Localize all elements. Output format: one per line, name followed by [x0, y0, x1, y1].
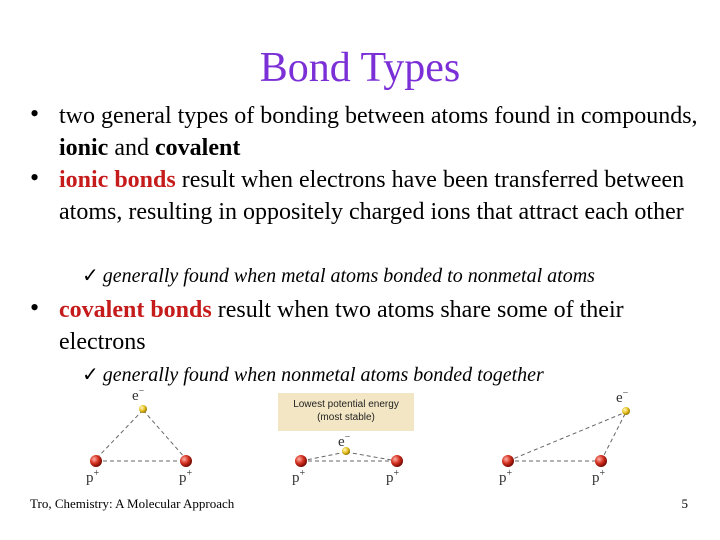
bullet-2-rest: result when electrons have been transferred between atoms, resulting in oppositely charged ions that attract each other	[59, 167, 685, 225]
proton-letter: p	[179, 470, 187, 486]
electron-label	[338, 432, 350, 451]
bullet-dot: •	[30, 163, 40, 192]
bullet-dot: •	[30, 99, 40, 128]
proton-label	[179, 468, 192, 487]
energy-label-line2: (most stable)	[317, 412, 375, 423]
dashed-line	[96, 410, 143, 459]
bullet-3-rest: result when two atoms share some of their electrons	[59, 297, 624, 355]
proton-letter: p	[386, 470, 394, 486]
proton-letter: p	[592, 470, 600, 486]
proton-letter: p	[86, 470, 94, 486]
electron-letter: e	[616, 390, 623, 406]
energy-label-box	[278, 393, 414, 431]
page-number: 5	[681, 496, 688, 511]
dashed-line	[301, 452, 346, 461]
proton	[295, 455, 307, 467]
proton-charge: +	[93, 468, 100, 479]
bullet-dot: •	[30, 293, 40, 322]
electron-charge: −	[622, 388, 629, 399]
electron-label	[132, 386, 144, 405]
dashed-line	[601, 412, 626, 461]
electron-letter: e	[338, 434, 345, 450]
bullet-1-pre: two general types of bonding between atoms found in compounds,	[59, 103, 698, 129]
proton-label	[86, 468, 99, 487]
dashed-line	[508, 412, 626, 461]
electron-charge: −	[344, 432, 351, 443]
checkmark-icon: ✓	[82, 364, 99, 386]
proton	[502, 455, 514, 467]
proton	[180, 455, 192, 467]
bullet-1-covalent: covalent	[155, 135, 241, 161]
proton	[391, 455, 403, 467]
footer-source: Tro, Chemistry: A Molecular Approach	[30, 496, 235, 511]
proton-label	[499, 468, 512, 487]
electron	[622, 407, 630, 415]
sub-bullet-3-text: generally found when nonmetal atoms bonded together	[102, 364, 544, 386]
proton-charge: +	[506, 468, 513, 479]
electron-label	[616, 388, 628, 407]
proton-label	[292, 468, 305, 487]
checkmark-icon: ✓	[82, 265, 99, 287]
proton-label	[592, 468, 605, 487]
electron	[139, 405, 147, 413]
bullet-2-term: ionic bonds	[59, 167, 176, 193]
proton-charge: +	[393, 468, 400, 479]
energy-label-line1: Lowest potential energy	[293, 399, 399, 410]
proton-label	[386, 468, 399, 487]
proton-letter: p	[499, 470, 507, 486]
slide-title: Bond Types	[259, 45, 461, 91]
sub-bullet-2-text: generally found when metal atoms bonded to nonmetal atoms	[102, 265, 595, 287]
proton-letter: p	[292, 470, 300, 486]
proton	[90, 455, 102, 467]
proton-charge: +	[186, 468, 193, 479]
bullet-1-ionic: ionic	[59, 135, 109, 161]
bullet-1-and: and	[108, 135, 155, 161]
proton-charge: +	[599, 468, 606, 479]
electron-charge: −	[138, 386, 145, 397]
bullet-3-term: covalent bonds	[59, 297, 212, 323]
proton-charge: +	[299, 468, 306, 479]
proton	[595, 455, 607, 467]
electron-letter: e	[132, 388, 139, 404]
dashed-line	[143, 410, 186, 459]
dashed-line	[346, 452, 397, 461]
